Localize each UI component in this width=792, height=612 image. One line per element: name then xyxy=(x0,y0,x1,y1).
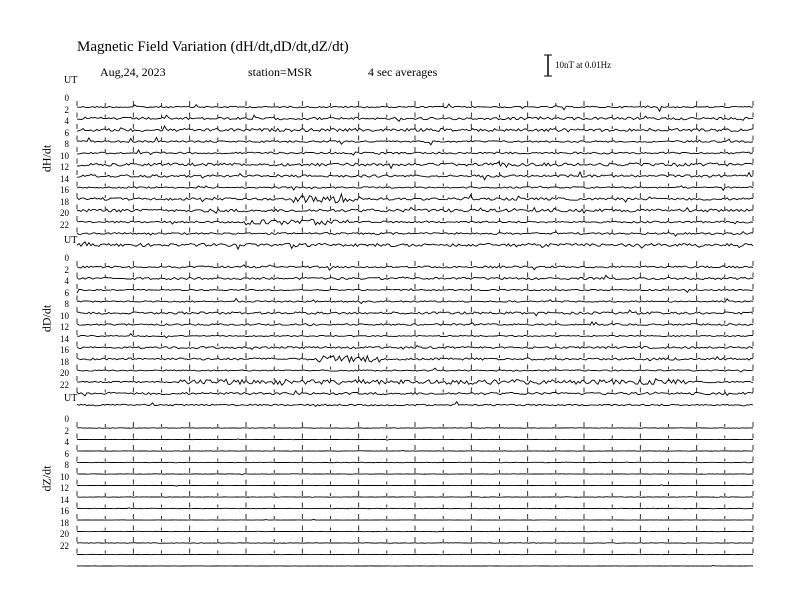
minute-ticks xyxy=(77,376,753,381)
minute-ticks xyxy=(77,491,753,496)
trace-line xyxy=(77,566,753,567)
hour-tick-label: 16 xyxy=(60,345,69,355)
hour-tick-label: 22 xyxy=(60,219,69,230)
hour-tick-label: 2 xyxy=(64,104,69,115)
hour-tick-label: 22 xyxy=(60,540,69,551)
minute-ticks xyxy=(77,273,753,278)
minute-ticks xyxy=(77,537,753,542)
trace-line xyxy=(77,485,753,486)
minute-ticks xyxy=(77,216,753,221)
minute-ticks xyxy=(77,503,753,508)
trace-line xyxy=(77,439,753,440)
minute-ticks xyxy=(77,307,753,312)
hour-tick-label: 16 xyxy=(60,185,69,195)
hour-tick-label: 2 xyxy=(64,425,69,436)
trace-line xyxy=(77,242,753,249)
hour-tick-label: 14 xyxy=(60,173,69,184)
minute-ticks xyxy=(77,284,753,289)
hour-tick-label: 20 xyxy=(60,368,69,378)
minute-ticks xyxy=(77,422,753,427)
minute-ticks xyxy=(77,296,753,301)
ut-label: UT xyxy=(64,235,78,246)
minute-ticks xyxy=(77,434,753,439)
hour-tick-label: 12 xyxy=(60,322,69,332)
hour-tick-label: 8 xyxy=(64,139,69,149)
minute-ticks xyxy=(77,353,753,358)
station-label: station=MSR xyxy=(248,65,313,79)
trace-line xyxy=(77,497,753,498)
minute-ticks xyxy=(77,330,753,335)
trace-line xyxy=(77,451,753,452)
minute-ticks xyxy=(77,365,753,370)
minute-ticks xyxy=(77,136,753,141)
trace-line xyxy=(77,289,753,293)
ut-label: UT xyxy=(64,393,78,404)
hour-tick-label: 8 xyxy=(64,460,69,470)
hour-tick-label: 16 xyxy=(60,506,69,516)
trace-line xyxy=(77,531,753,532)
trace-line xyxy=(77,508,753,509)
hour-tick-label: 10 xyxy=(60,471,69,482)
minute-ticks xyxy=(77,228,753,233)
hour-tick-label: 22 xyxy=(60,379,69,390)
hour-tick-label: 8 xyxy=(64,299,69,309)
hour-tick-label: 6 xyxy=(64,287,69,298)
minute-ticks xyxy=(77,526,753,531)
minute-ticks xyxy=(77,159,753,164)
trace-line xyxy=(77,428,753,429)
hour-tick-label: 0 xyxy=(64,93,69,103)
date-label: Aug,24, 2023 xyxy=(100,65,166,79)
hour-tick-label: 10 xyxy=(60,150,69,161)
trace-line xyxy=(77,162,753,168)
trace-line xyxy=(77,474,753,475)
minute-ticks xyxy=(77,457,753,462)
hour-tick-label: 20 xyxy=(60,529,69,539)
trace-line xyxy=(77,543,753,544)
minute-ticks xyxy=(77,319,753,324)
trace-line xyxy=(77,186,753,191)
minute-ticks xyxy=(77,261,753,266)
trace-line xyxy=(77,402,753,407)
hour-tick-label: 4 xyxy=(64,437,69,447)
minute-ticks xyxy=(77,193,753,198)
minute-ticks xyxy=(77,468,753,473)
minute-ticks xyxy=(77,182,753,187)
hour-tick-label: 18 xyxy=(60,356,69,367)
panel-ylabel: dH/dt xyxy=(39,144,54,173)
hour-tick-label: 0 xyxy=(64,253,69,263)
chart-title: Magnetic Field Variation (dH/dt,dD/dt,dZ/dt) xyxy=(77,39,349,55)
hour-tick-label: 18 xyxy=(60,517,69,528)
hour-tick-label: 10 xyxy=(60,310,69,321)
panel-ylabel: dZ/dt xyxy=(39,465,54,492)
minute-ticks xyxy=(77,480,753,485)
minute-ticks xyxy=(77,170,753,175)
hour-tick-label: 12 xyxy=(60,162,69,172)
hour-tick-label: 6 xyxy=(64,127,69,138)
trace-line xyxy=(77,462,753,463)
minute-ticks xyxy=(77,549,753,554)
hour-tick-label: 4 xyxy=(64,116,69,126)
ut-label: UT xyxy=(64,75,78,86)
hour-tick-label: 14 xyxy=(60,333,69,344)
hour-tick-label: 2 xyxy=(64,264,69,275)
hour-tick-label: 6 xyxy=(64,448,69,459)
averaging-label: 4 sec averages xyxy=(368,65,438,79)
minute-ticks xyxy=(77,113,753,118)
panel-ylabel: dD/dt xyxy=(39,304,54,333)
minute-ticks xyxy=(77,205,753,210)
hour-tick-label: 14 xyxy=(60,494,69,505)
hour-tick-label: 18 xyxy=(60,196,69,207)
minute-ticks xyxy=(77,514,753,519)
minute-ticks xyxy=(77,445,753,450)
hour-tick-label: 0 xyxy=(64,414,69,424)
hour-tick-label: 12 xyxy=(60,483,69,493)
minute-ticks xyxy=(77,101,753,106)
minute-ticks xyxy=(77,388,753,393)
minute-ticks xyxy=(77,342,753,347)
trace-line xyxy=(77,519,753,520)
scale-bar-label: 10nT at 0.01Hz xyxy=(555,60,612,70)
hour-tick-label: 20 xyxy=(60,208,69,218)
hour-tick-label: 4 xyxy=(64,276,69,286)
minute-ticks xyxy=(77,147,753,152)
